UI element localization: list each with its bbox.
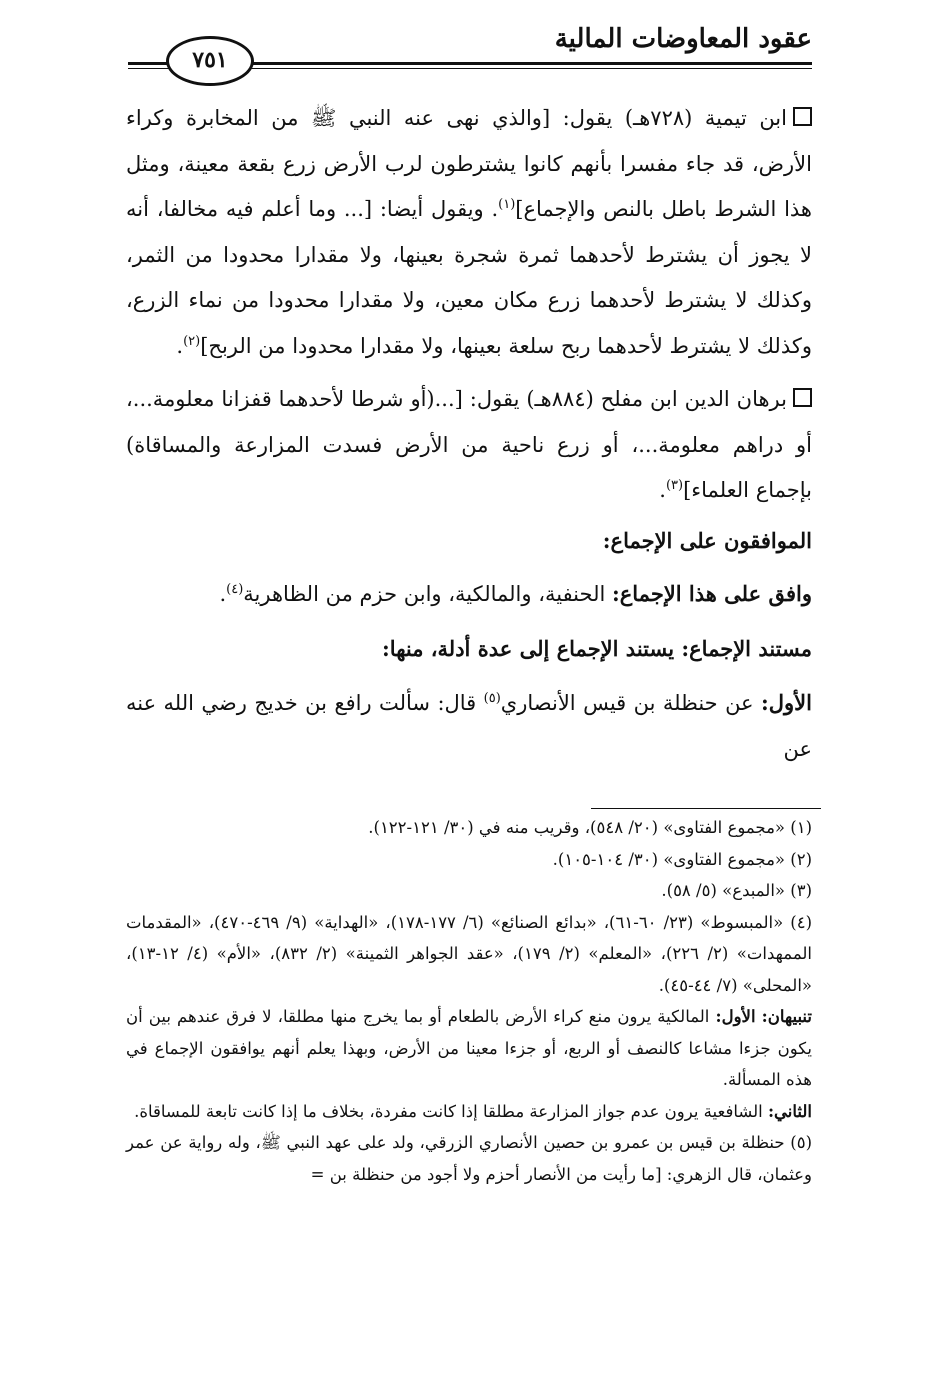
main-text: [126, 96, 812, 772]
footnotes: [126, 812, 812, 1190]
footnote-4: (٤) «المبسوط» (٢٣/ ٦٠-٦١)، «بدائع الصنائع» (٦/ ١٧٧-١٧٨)، «الهداية» (٩/ ٤٦٩-٤٧٠)، «المقدمات الممهدات» (٢/ ٢٢٦)، «المعلم» (٢/ ١٧٩)، «عقد الجواهر الثمينة» (٢/ ٨٣٢)، «الأم» (٤/ ١٢-١٣)، «المحلى» (٧/ ٤٤-٤٥).: [126, 912, 813, 995]
square-bullet-icon: [793, 107, 812, 126]
paragraph-ibn-muflih: برهان الدين ابن مفلح (٨٨٤هـ) يقول: [...(أو شرطا لأحدهما قفزانا معلومة...، أو دراهم معلومة...، أو زرع ناحية من الأرض فسدت المزارعة والمساقاة) بإجماع العلماء]$^{(٣)}$.: [126, 387, 812, 502]
footnote-separator: [591, 808, 821, 809]
footnote-notes-second: الثاني: الشافعية يرون عدم جواز المزارعة مطلقا إذا كانت مفردة، بخلاف ما إذا كانت تابعة للمساقاة.: [134, 1101, 812, 1121]
footnote-ref-2[interactable]: (٢): [183, 333, 201, 349]
running-title: عقود المعاوضات المالية: [545, 24, 812, 54]
page-number: ٧٥١: [166, 36, 254, 86]
paragraph-agreeing: وافق على هذا الإجماع: الحنفية، والمالكية، وابن حزم من الظاهرية$^{(٤)}$.: [219, 581, 812, 606]
section-heading-agreeing: الموافقون على الإجماع:: [602, 527, 812, 553]
footnote-1: (١) «مجموع الفتاوى» (٢٠/ ٥٤٨)، وقريب منه في (٣٠/ ١٢١-١٢٢).: [368, 818, 812, 837]
footnote-ref-5[interactable]: (٥): [483, 691, 501, 706]
footnote-ref-3[interactable]: (٣): [665, 478, 684, 493]
paragraph-ibn-taymiyyah: ابن تيمية (٧٢٨هـ) يقول: [والذي نهى عنه النبي ﷺ من المخابرة وكراء الأرض، قد جاء مفسرا بأنهم كانوا يشترطون لرب الأرض زرع بقعة معينة، ومثل هذا الشرط باطل بالنص والإجماع]$^{(١)}$. ويقول أيضا: [... وما أعلم فيه مخالفا، أنه لا يجوز أن يشترط لأحدهما ثمرة شجرة بعينها، ولا مقدارا محدودا من الثمر، وكذلك لا يشترط لأحدهما زرع مكان معين، ولا مقدارا محدودا من نماء الزرع، وكذلك لا يشترط لأحدهما ربح سلعة بعينها، ولا مقدارا محدودا من الربح]$^{(٢)}$.: [126, 106, 812, 358]
footnote-notes-first: تنبيهان: الأول: المالكية يرون منع كراء الأرض بالطعام أو بما يخرج منها مطلقا، لا فرق عندهم بين أن يكون جزءا مشاعا كالنصف أو الربع، أو جزءا معينا من الأرض، وبهذا يعلم أنهم يوافقون الإجماع في هذه المسألة.: [126, 1007, 812, 1089]
footnote-ref-4[interactable]: (٤): [226, 582, 244, 597]
footnote-3: (٣) «المبدع» (٥/ ٥٨).: [661, 881, 812, 900]
page-header: [128, 22, 812, 82]
paragraph-first-evidence: الأول: عن حنظلة بن قيس الأنصاري$^{(٥)}$ قال: سألت رافع بن خديج رضي الله عنه عن: [126, 690, 812, 761]
footnote-5: (٥) حنظلة بن قيس بن عمرو بن حصين الأنصاري الزرقي، ولد على عهد النبي ﷺ، وله رواية عن عمر وعثمان، قال الزهري: [ما رأيت من الأنصار أحزم ولا أجود من حنظلة بن =: [126, 1133, 812, 1184]
paragraph-basis: مستند الإجماع: يستند الإجماع إلى عدة أدلة، منها:: [382, 635, 812, 661]
square-bullet-icon: [793, 388, 812, 407]
footnote-ref-1[interactable]: (١): [498, 197, 516, 212]
footnote-2: (٢) «مجموع الفتاوى» (٣٠/ ١٠٤-١٠٥).: [552, 849, 812, 869]
